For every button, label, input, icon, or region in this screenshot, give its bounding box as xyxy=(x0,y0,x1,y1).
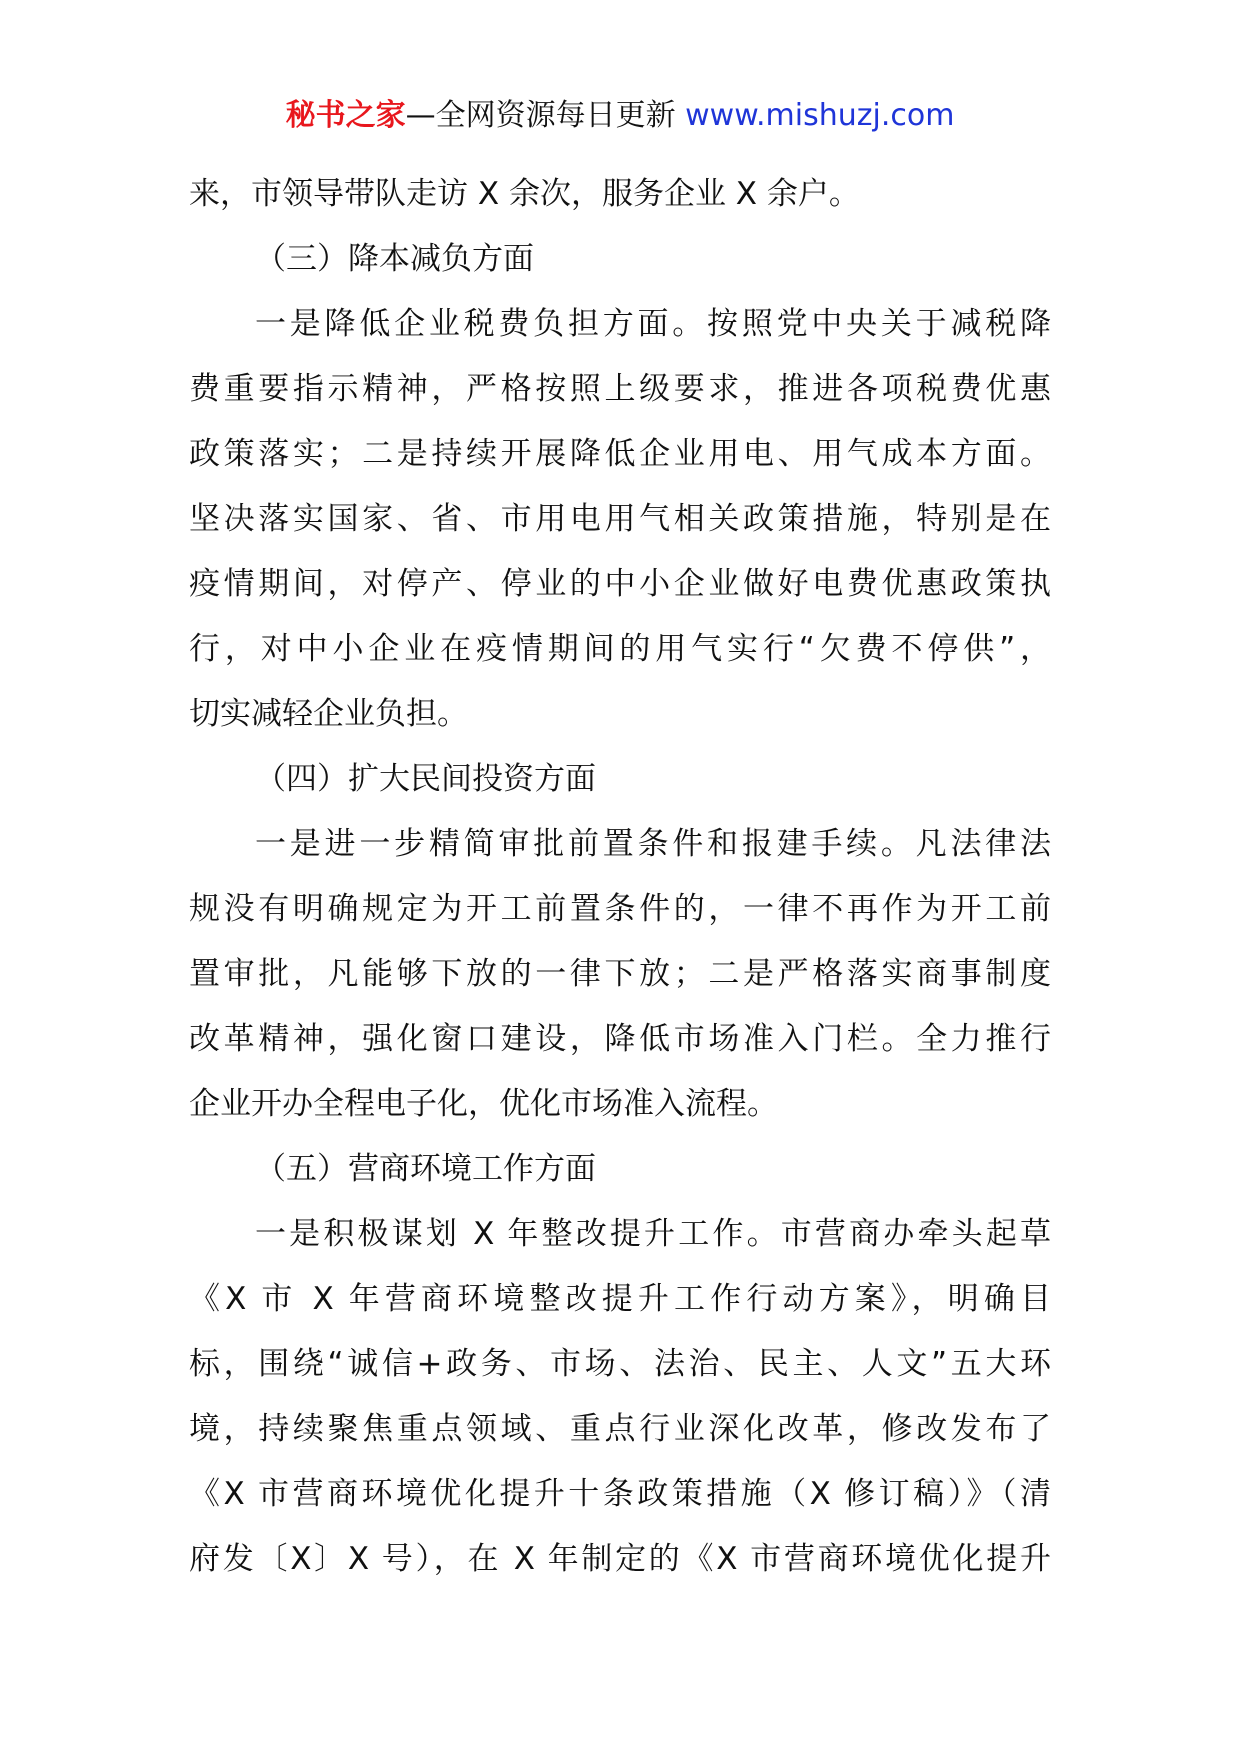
text-line: 改革精神，强化窗口建设，降低市场准入门栏。全力推行 xyxy=(189,1021,1051,1057)
section-heading: （五）营商环境工作方面 xyxy=(255,1151,596,1187)
text-line: 疫情期间，对停产、停业的中小企业做好电费优惠政策执 xyxy=(189,566,1051,602)
text-line: 来，市领导带队走访 X 余次，服务企业 X 余户。 xyxy=(189,176,860,212)
text-line: 府发〔X〕X 号），在 X 年制定的《X 市营商环境优化提升 xyxy=(189,1541,1051,1577)
text-line: 行，对中小企业在疫情期间的用气实行“欠费不停供”， xyxy=(189,631,1051,667)
text-line: 一是降低企业税费负担方面。按照党中央关于减税降 xyxy=(255,306,1051,342)
text-line: 费重要指示精神，严格按照上级要求，推进各项税费优惠 xyxy=(189,371,1051,407)
document-body xyxy=(189,162,1051,1592)
text-line: 企业开办全程电子化，优化市场准入流程。 xyxy=(189,1086,778,1122)
text-line: 一是积极谋划 X 年整改提升工作。市营商办牵头起草 xyxy=(255,1216,1051,1252)
section-heading: （三）降本减负方面 xyxy=(255,241,534,277)
section-heading: （四）扩大民间投资方面 xyxy=(255,761,596,797)
site-brand: 秘书之家 xyxy=(285,98,406,133)
text-line: 境，持续聚焦重点领域、重点行业深化改革，修改发布了 xyxy=(189,1411,1051,1447)
text-line: 《X 市 X 年营商环境整改提升工作行动方案》，明确目 xyxy=(189,1281,1051,1317)
text-line: 政策落实；二是持续开展降低企业用电、用气成本方面。 xyxy=(189,436,1051,472)
text-line: 一是进一步精简审批前置条件和报建手续。凡法律法 xyxy=(255,826,1051,862)
site-header xyxy=(0,96,1240,136)
text-line: 《X 市营商环境优化提升十条政策措施（X 修订稿）》（清 xyxy=(189,1476,1051,1512)
text-line: 标，围绕“诚信+政务、市场、法治、民主、人文”五大环 xyxy=(189,1346,1051,1382)
text-line: 规没有明确规定为开工前置条件的，一律不再作为开工前 xyxy=(189,891,1051,927)
site-slogan: —全网资源每日更新 xyxy=(405,98,676,133)
site-url-link[interactable]: www.mishuzj.com xyxy=(685,98,955,133)
text-line: 坚决落实国家、省、市用电用气相关政策措施，特别是在 xyxy=(189,501,1051,537)
text-line: 切实减轻企业负担。 xyxy=(189,696,468,732)
text-line: 置审批，凡能够下放的一律下放；二是严格落实商事制度 xyxy=(189,956,1051,992)
